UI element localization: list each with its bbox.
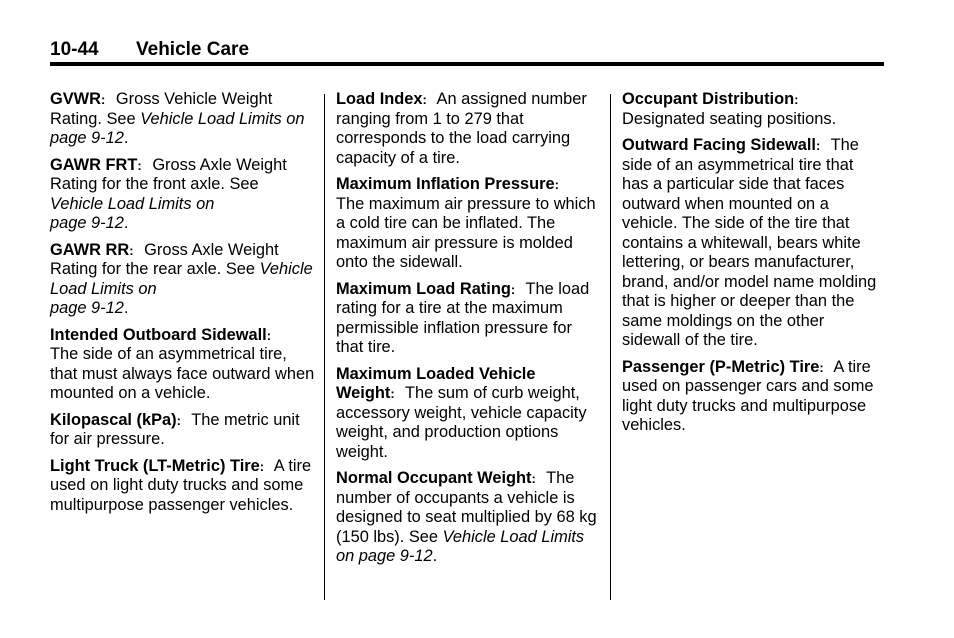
page-header <box>50 38 249 62</box>
entry-text: Gross Vehicle Weight Rating. See <box>50 90 273 128</box>
glossary-entry-gvwr: GVWR: Gross Vehicle Weight Rating. See Vehicle Load Limits on page 9-12. <box>50 90 305 147</box>
section-title: Vehicle Care <box>136 39 250 60</box>
entry-text: The side of an asymmetrical tire, that must always face outward when mounted on a vehicle. <box>50 345 315 402</box>
glossary-entry-normal-occupant: Normal Occupant Weight: The number of occupants a vehicle is designed to seat multiplied by 68 kg (150 lbs). See Vehicle Load Limits on page 9-12. <box>336 469 597 565</box>
glossary-entry-outward-sidewall: Outward Facing Sidewall: The side of an asymmetrical tire that has a particular side that faces outward when mounted on a vehicle. The side of the tire that contains a whitewall, bears white lettering, or bears manufacturer, brand, and/or model name molding that is higher or deeper than the same moldings on the other sidewall of the tire. <box>622 136 877 349</box>
glossary-entry-max-load-rating: Maximum Load Rating: The load rating for a tire at the maximum permissible inflation pressure for that tire. <box>336 279 590 356</box>
column-3 <box>622 90 884 443</box>
entry-term: Light Truck (LT-Metric) Tire <box>50 456 260 475</box>
entry-text: Gross Axle Weight Rating for the front axle. See <box>50 155 287 193</box>
cross-reference: Vehicle Load Limits on page 9-12 <box>50 109 305 147</box>
header-rule <box>50 62 884 66</box>
cross-reference-page: page 9-12 <box>50 299 124 317</box>
glossary-entry-outboard-sidewall: Intended Outboard Sidewall: The side of an asymmetrical tire, that must always face outward when mounted on a vehicle. <box>50 325 315 402</box>
entry-term: Maximum Inflation Pressure <box>336 175 555 193</box>
entry-text: The maximum air pressure to which a cold tire can be inflated. The maximum air pressure is molded onto the sidewall. <box>336 194 596 271</box>
entry-term: GVWR <box>50 90 101 108</box>
glossary-entry-max-loaded-weight: Maximum Loaded Vehicle Weight: The sum of curb weight, accessory weight, vehicle capacity weight, and production options weight. <box>336 364 587 461</box>
cross-reference-page: page 9-12 <box>50 214 124 232</box>
entry-term: Maximum Loaded Vehicle Weight <box>336 364 536 402</box>
entry-text: Designated seating positions. <box>622 109 837 128</box>
glossary-entry-gawr-frt: GAWR FRT: Gross Axle Weight Rating for the front axle. See Vehicle Load Limits on page 9-12. <box>50 155 287 232</box>
column-2 <box>336 90 601 574</box>
entry-text: The side of an asymmetrical tire that has a particular side that faces outward when mounted on a vehicle. The side of the tire that contains a whitewall, bears white lettering, or bears manufacturer, brand, and/or model name molding that is higher or deeper than the same moldings on the other sidewall of the tire. <box>622 136 877 349</box>
cross-reference: Vehicle Load Limits on <box>50 194 215 213</box>
column-divider <box>610 94 611 600</box>
column-divider <box>324 94 325 600</box>
entry-text: A tire used on light duty trucks and some multipurpose passenger vehicles. <box>50 456 312 514</box>
entry-term: Passenger (P-Metric) Tire <box>622 357 820 376</box>
entry-term: Load Index <box>336 90 423 108</box>
entry-term: Kilopascal (kPa) <box>50 410 177 429</box>
entry-text: A tire used on passenger cars and some light duty trucks and multipurpose vehicles. <box>622 357 874 434</box>
entry-term: Occupant Distribution <box>622 90 795 108</box>
page-number: 10-44 <box>50 39 99 60</box>
glossary-entry-gawr-rr: GAWR RR: Gross Axle Weight Rating for the rear axle. See Vehicle Load Limits on page 9-12. <box>50 240 313 317</box>
entry-term: Maximum Load Rating <box>336 279 511 298</box>
entry-text: The number of occupants a vehicle is designed to seat multiplied by 68 kg (150 lbs). See <box>336 469 597 546</box>
entry-text: The load rating for a tire at the maximum permissible inflation pressure for that tire. <box>336 279 590 356</box>
glossary-entry-max-inflation: Maximum Inflation Pressure: The maximum air pressure to which a cold tire can be inflated. The maximum air pressure is molded onto the sidewall. <box>336 175 596 271</box>
cross-reference: Vehicle Load Limits on <box>50 260 313 298</box>
entry-term: GAWR RR <box>50 240 130 259</box>
entry-term: GAWR FRT <box>50 155 138 174</box>
entry-term: Outward Facing Sidewall <box>622 136 816 154</box>
glossary-entry-lt-metric: Light Truck (LT-Metric) Tire: A tire used on light duty trucks and some multipurpose passenger vehicles. <box>50 456 312 514</box>
glossary-entry-kpa: Kilopascal (kPa): The metric unit for air pressure. <box>50 410 300 448</box>
glossary-entry-occupant-distribution: Occupant Distribution: Designated seating positions. <box>622 90 837 128</box>
entry-text: An assigned number ranging from 1 to 279 that corresponds to the load carrying capacity of a tire. <box>336 90 587 167</box>
glossary-entry-load-index: Load Index: An assigned number ranging from 1 to 279 that corresponds to the load carrying capacity of a tire. <box>336 90 587 167</box>
entry-text: The sum of curb weight, accessory weight, vehicle capacity weight, and production options weight. <box>336 384 587 461</box>
glossary-entry-p-metric: Passenger (P-Metric) Tire: A tire used on passenger cars and some light duty trucks and multipurpose vehicles. <box>622 357 874 434</box>
entry-term: Normal Occupant Weight <box>336 469 532 487</box>
cross-reference: Vehicle Load Limits on page 9-12 <box>336 527 585 565</box>
entry-text: The metric unit for air pressure. <box>50 410 300 448</box>
entry-text: Gross Axle Weight Rating for the rear axle. See <box>50 240 279 278</box>
column-1 <box>50 90 315 522</box>
entry-term: Intended Outboard Sidewall <box>50 325 267 344</box>
